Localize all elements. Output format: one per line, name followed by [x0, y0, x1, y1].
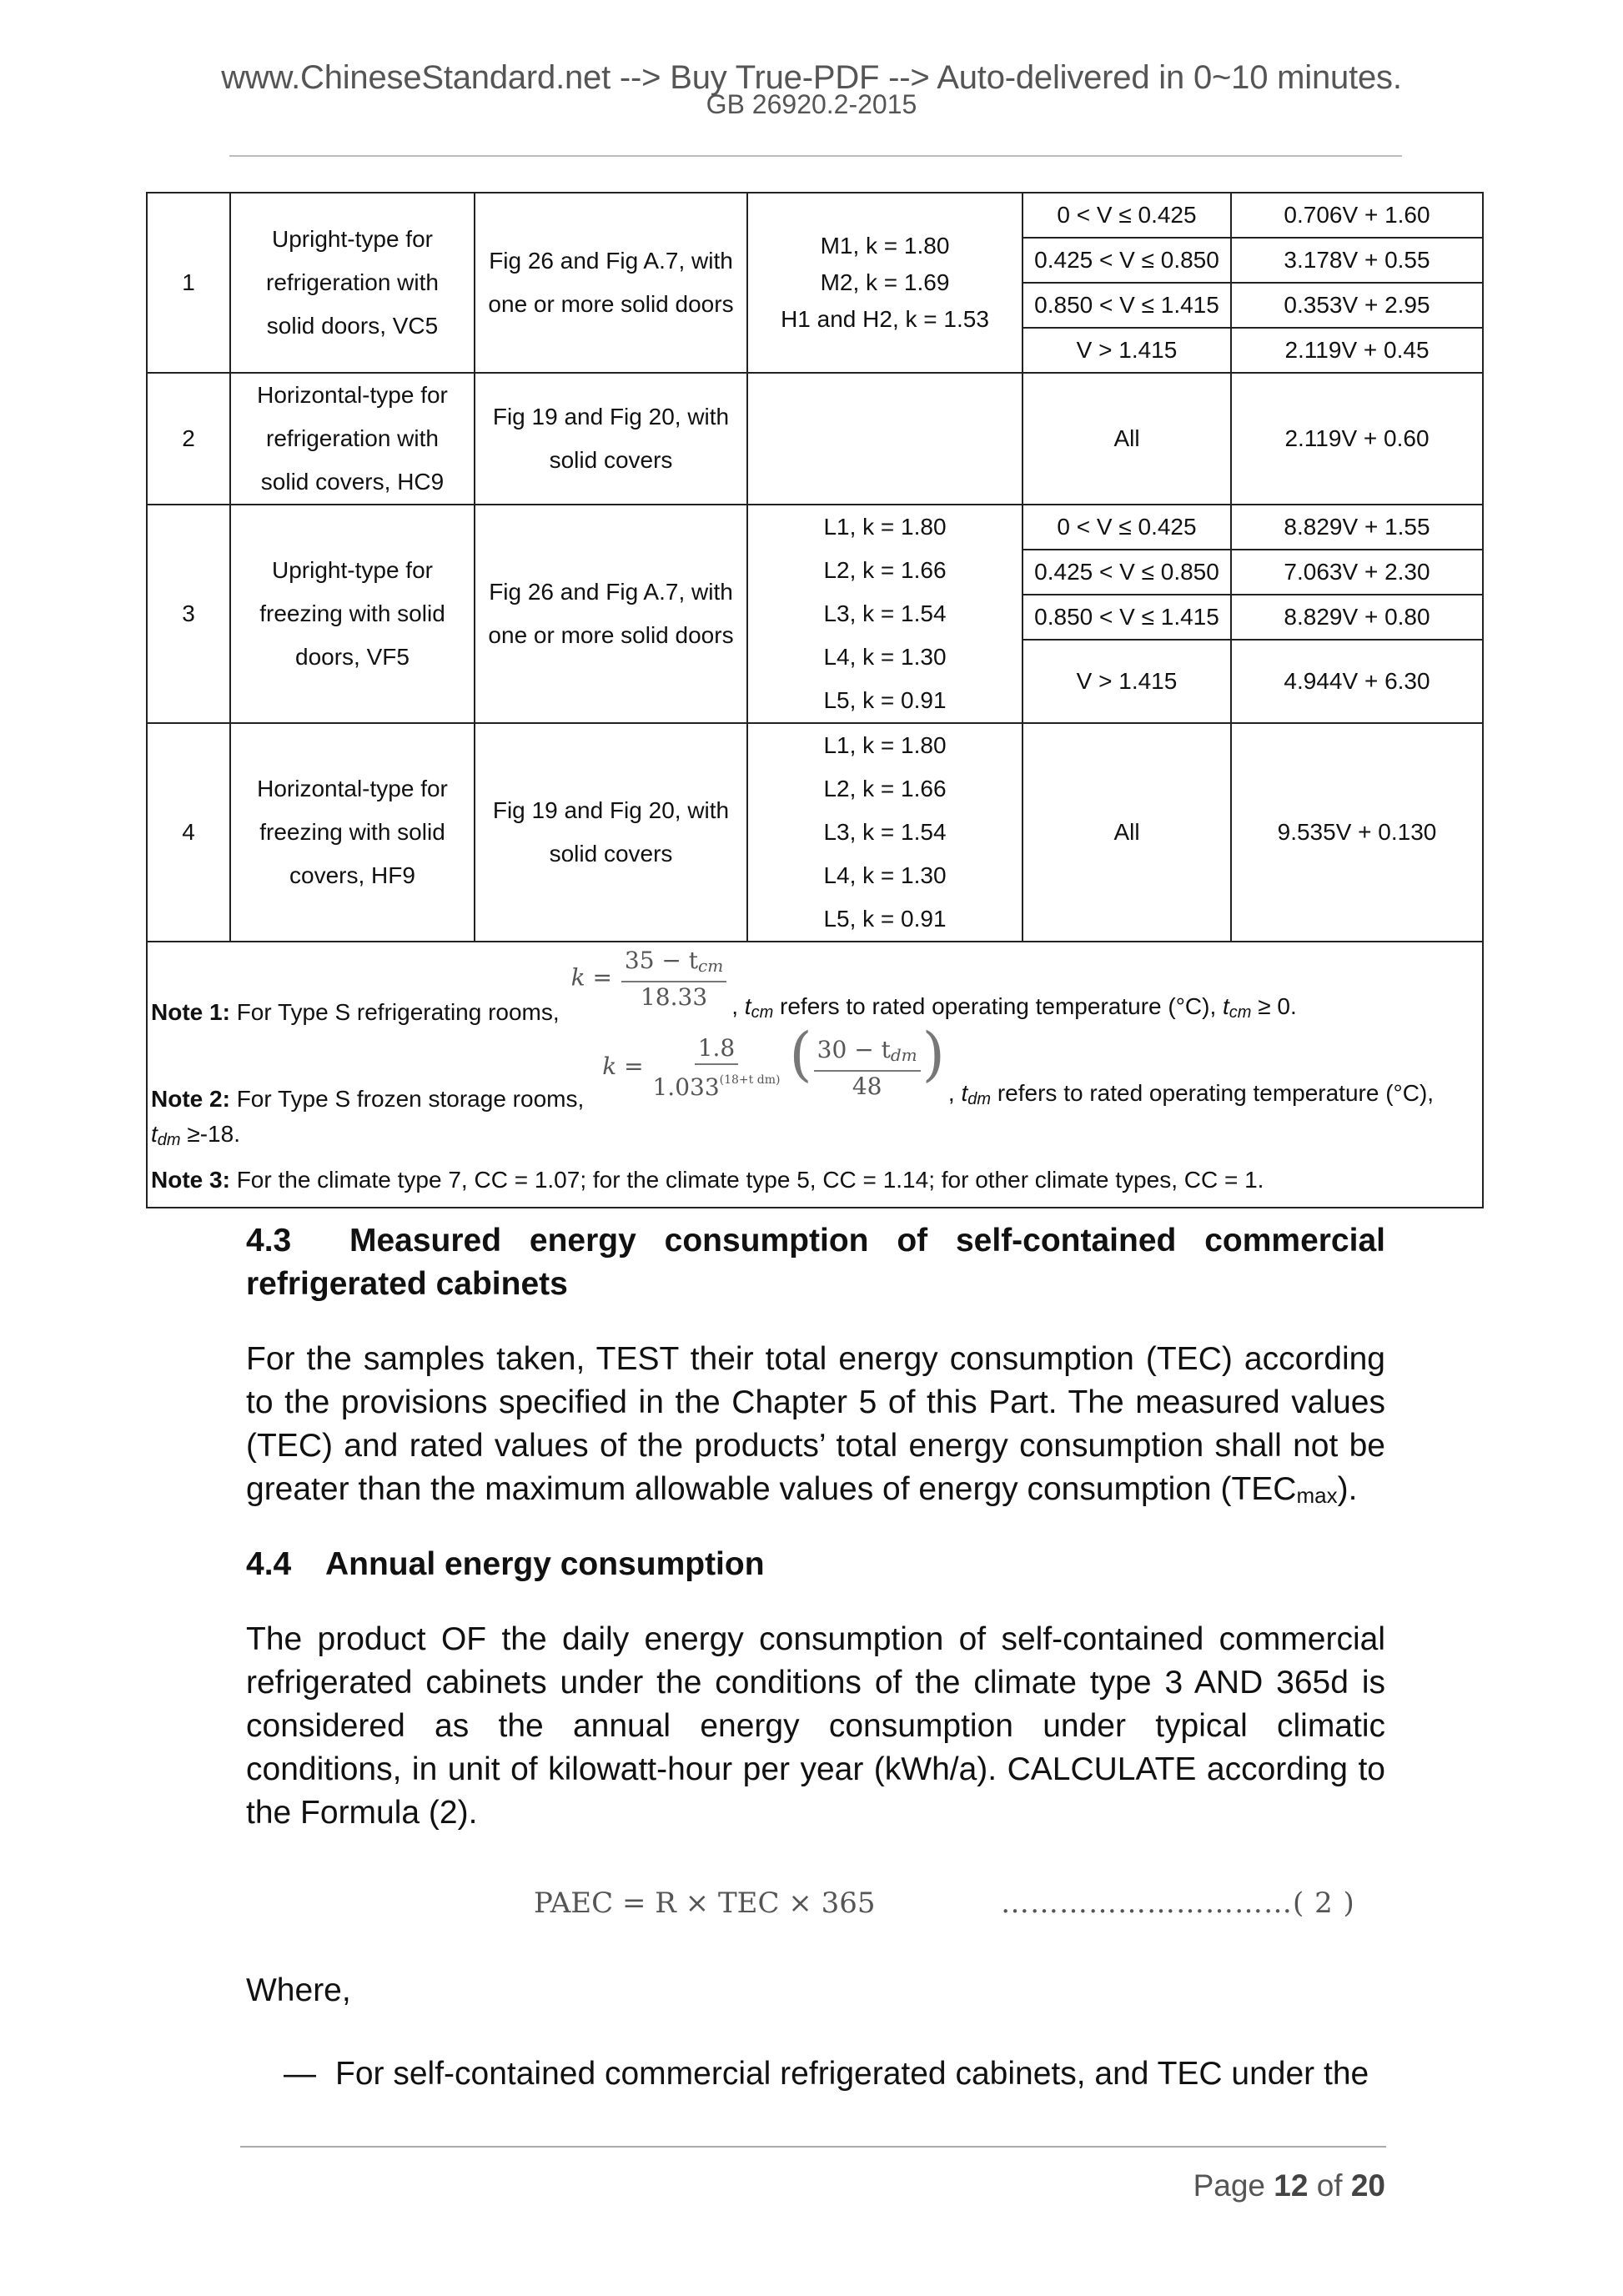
- standard-number: GB 26920.2-2015: [706, 89, 917, 119]
- note-2: Note 2: For Type S frozen storage rooms, k = $\frac{1.8}{1.033^{(18+t dm)}}$ ( $\frac{30 - t_{dm}}{48}$ ) , $t_{dm}$ refers to rated operating temperature (°C),: [151, 1031, 1479, 1118]
- max-tec-formula: 0.353V + 2.95: [1231, 283, 1483, 328]
- table-notes-row: [147, 942, 1483, 1208]
- max-tec-formula: 7.063V + 2.30: [1231, 550, 1483, 595]
- table-row: [147, 193, 1483, 238]
- volume-condition: All: [1023, 723, 1231, 942]
- figure-reference: Fig 26 and Fig A.7, with one or more solid doors: [475, 193, 747, 373]
- max-tec-formula: 2.119V + 0.60: [1231, 373, 1483, 505]
- formula-expression: PAEC = R × TEC × 365: [534, 1887, 876, 1920]
- page-header: [0, 58, 1623, 117]
- row-number: 2: [147, 373, 230, 505]
- formula-2: [534, 1887, 1397, 1928]
- section-4-4-body: The product OF the daily energy consumption of self-contained commercial refrigerated cabinets under the conditions of the climate type 3 AND 365d is considered as the annual energy consumption under typical climatic conditions, in unit of kilowatt-hour per year (kWh/a). CALCULATE according to the Formula (2).: [246, 1621, 1385, 1831]
- k-coefficients: L1, k = 1.80 L2, k = 1.66 L3, k = 1.54 L4, k = 1.30 L5, k = 0.91: [747, 723, 1023, 942]
- table-row: [147, 373, 1483, 505]
- energy-limits-table: [146, 192, 1484, 1208]
- volume-condition: V > 1.415: [1023, 640, 1231, 723]
- figure-reference: Fig 26 and Fig A.7, with one or more solid doors: [475, 505, 747, 723]
- page-indicator: Page 12 of 20: [1193, 2168, 1385, 2203]
- volume-condition: 0.850 < V ≤ 1.415: [1023, 595, 1231, 640]
- note-3-label: Note 3:: [151, 1167, 230, 1193]
- header-divider: [229, 155, 1402, 157]
- note-2-continued: $t_{dm} \ge-18$.: [151, 1121, 240, 1149]
- note-2-formula: k = $\frac{1.8}{1.033^{(18+t dm)}}$ ( $\frac{30 - t_{dm}}{48}$ ): [602, 1020, 945, 1101]
- cabinet-type: Upright-type for freezing with solid doors, VF5: [230, 505, 475, 723]
- volume-condition: 0 < V ≤ 0.425: [1023, 505, 1231, 550]
- volume-condition: 0.850 < V ≤ 1.415: [1023, 283, 1231, 328]
- table-notes: [147, 942, 1483, 1208]
- row-number: 1: [147, 193, 230, 373]
- max-tec-formula: 0.706V + 1.60: [1231, 193, 1483, 238]
- k-coefficients: M1, k = 1.80 M2, k = 1.69 H1 and H2, k = 1.53: [747, 193, 1023, 373]
- max-tec-formula: 8.829V + 1.55: [1231, 505, 1483, 550]
- max-tec-formula: 2.119V + 0.45: [1231, 328, 1483, 373]
- note-2-label: Note 2:: [151, 1086, 230, 1112]
- section-4-3-body: For the samples taken, TEST their total energy consumption (TEC) according to the provisions specified in the Chapter 5 of this Part. The measured values (TEC) and rated values of the products’ total energy consumption shall not be greater than the maximum allowable values of energy consumption (TECmax).: [246, 1341, 1385, 1508]
- row-number: 4: [147, 723, 230, 942]
- max-tec-formula: 8.829V + 0.80: [1231, 595, 1483, 640]
- site-banner: www.ChineseStandard.net --> Buy True-PDF --> Auto-delivered in 0~10 minutes.: [221, 59, 1402, 96]
- note-1: Note 1: For Type S refrigerating rooms, k = $\frac{35 - t_{cm}}{18.33}$ , $t_{cm}$ refers to rated operating temperature (°C), $t_{cm} \ge 0$.: [151, 951, 1479, 1031]
- k-coefficients: L1, k = 1.80 L2, k = 1.66 L3, k = 1.54 L4, k = 1.30 L5, k = 0.91: [747, 505, 1023, 723]
- footer-divider: [240, 2146, 1386, 2148]
- max-tec-formula: 4.944V + 6.30: [1231, 640, 1483, 723]
- max-tec-formula: 9.535V + 0.130: [1231, 723, 1483, 942]
- formula-number: …………………………( 2 ): [1001, 1887, 1355, 1920]
- cabinet-type: Upright-type for refrigeration with solid doors, VC5: [230, 193, 475, 373]
- figure-reference: Fig 19 and Fig 20, with solid covers: [475, 373, 747, 505]
- list-item: — For self-contained commercial refrigerated cabinets, and TEC under the: [284, 2056, 1369, 2092]
- note-1-formula: k = $\frac{35 - t_{cm}}{18.33}$: [571, 946, 729, 1012]
- volume-condition: 0.425 < V ≤ 0.850: [1023, 238, 1231, 283]
- table-row: [147, 723, 1483, 942]
- k-coefficients-empty: [747, 373, 1023, 505]
- volume-condition: All: [1023, 373, 1231, 505]
- section-heading-4-4: 4.4 Annual energy consumption: [246, 1546, 765, 1582]
- volume-condition: 0.425 < V ≤ 0.850: [1023, 550, 1231, 595]
- cabinet-type: Horizontal-type for freezing with solid covers, HF9: [230, 723, 475, 942]
- figure-reference: Fig 19 and Fig 20, with solid covers: [475, 723, 747, 942]
- section-heading-4-3: 4.3 Measured energy consumption of self-contained commercial refrigerated cabinets: [246, 1223, 1385, 1302]
- volume-condition: V > 1.415: [1023, 328, 1231, 373]
- cabinet-type: Horizontal-type for refrigeration with solid covers, HC9: [230, 373, 475, 505]
- note-1-label: Note 1:: [151, 999, 230, 1025]
- max-tec-formula: 3.178V + 0.55: [1231, 238, 1483, 283]
- where-label: Where,: [246, 1972, 351, 2008]
- row-number: 3: [147, 505, 230, 723]
- volume-condition: 0 < V ≤ 0.425: [1023, 193, 1231, 238]
- note-3: Note 3: For the climate type 7, CC = 1.07; for the climate type 5, CC = 1.14; for other climate types, CC = 1.: [151, 1167, 1264, 1193]
- table-row: [147, 505, 1483, 550]
